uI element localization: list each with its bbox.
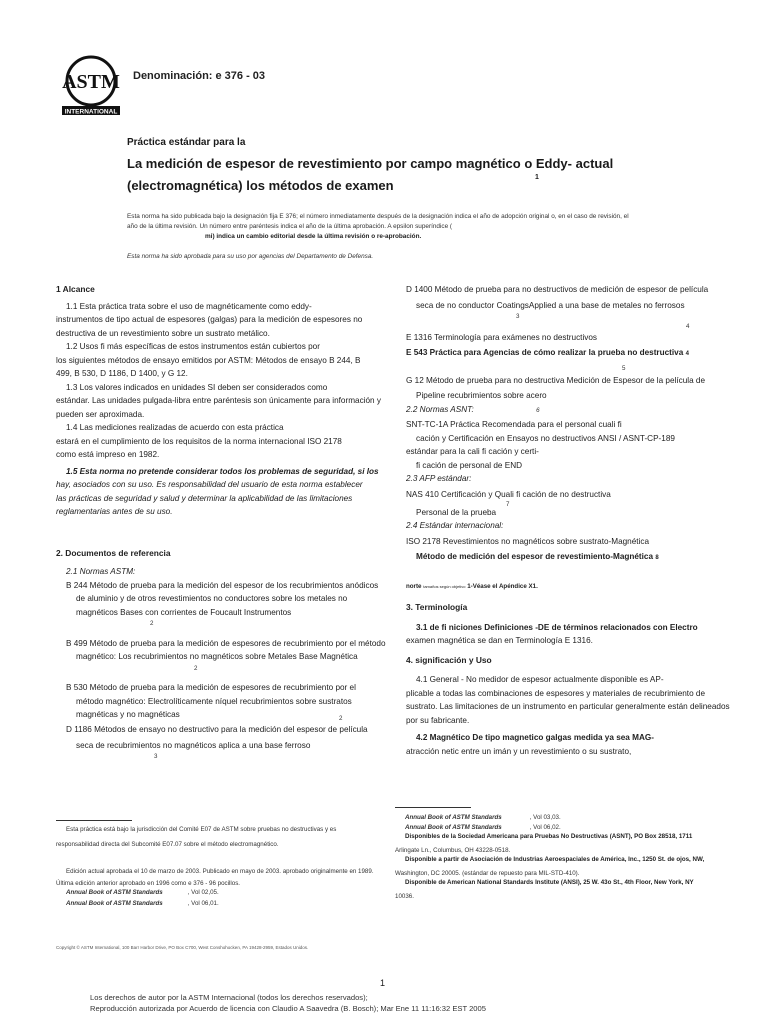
footnote-3 [56,899,390,909]
ref-d1186-sup: 3 [154,753,158,760]
footnote-1c: Edición actual aprobada el 10 de marzo de 2003. Publicado en mayo de 2003. aprobado originalmente en 1989. [66,868,374,875]
ref-nas-1: NAS 410 Certificación y Quali fi cación de no destructiva [406,489,611,499]
ref-d1400-sup: 3 [516,313,520,320]
ref-d1400-b: seca de no conductor CoatingsApplied a una base de metales no ferrosos [416,300,685,310]
ref-nas-2: Personal de la prueba [416,507,497,517]
section-2-1: 2.1 Normas ASTM: [66,567,136,576]
footnote-3-vol: , Vol 06,01. [187,899,219,907]
ref-iso-2-text: Método de medición del espesor de revestimiento-Magnética [416,552,654,561]
ref-b244-a: B 244 Método de prueba para la medición del espesor de los recubrimientos anódicos [66,580,379,590]
para-1-2a: 1.2 Usos fi más específicas de estos instrumentos están cubiertos por [66,342,320,351]
ref-b530-sup: 2 [339,714,343,722]
intro-line-3: mi) indica un cambio editorial desde la última revisión o re-aprobación. [205,233,422,240]
ref-iso-1: ISO 2178 Revestimientos no magnéticos sobre sustrato-Magnética [406,536,650,546]
ref-b244-b: de aluminio y de otros revestimientos no conductores sobre los metales no [76,594,348,603]
ref-b530-c: magnéticas y no magnéticas [76,710,180,719]
pretitle: Práctica estándar para la [127,137,246,148]
footer [90,992,486,1014]
section-4-1a: 4.1 General - No medidor de espesor actualmente disponible es AP- [416,675,664,684]
section-3-1a: 3.1 de fi niciones Definiciones -DE de términos relacionados con Electro [416,622,698,632]
right-column [406,283,742,758]
footnote-8b: 10036. [395,892,414,900]
intro-line-2: año de la última revisión. Un número entre paréntesis indica el año de la última aprobación. A epsilon superíndice ( [127,223,453,230]
ref-snt-4: fi cación de personal de END [416,460,523,470]
para-1-3b: estándar. Las unidades pulgada-libra entre paréntesis son únicamente para información y [56,396,381,405]
para-1-5d: reglamentarias antes de su uso. [56,507,173,516]
section-4-2b: atracción netic entre un imán y un revestimiento o su sustrato, [406,746,632,756]
footnote-1a: Esta práctica está bajo la jurisdicción del Comité E07 de ASTM sobre pruebas no destructivas y es [66,826,337,833]
ref-b499-b: magnético: Los recubrimientos no magnéticos sobre Metales Base Magnética [76,652,358,661]
footnote-6b: Arlingate Ln., Columbus, OH 43228-0518. [395,846,511,854]
section-3-1b: examen magnética se dan en Terminología E 1316. [406,636,593,645]
ref-d1400-a: D 1400 Método de prueba para no destructivos de medición de espesor de película [406,285,709,294]
para-1-4b: estará en el cumplimiento de los requisitos de la norma internacional ISO 2178 [56,436,342,446]
ref-e543-text: E 543 Práctica para Agencias de cómo realizar la prueba no destructiva [406,347,684,357]
section-4-1b: plicable a todas las combinaciones de espesores y materiales de recubrimiento de [406,688,706,698]
para-1-1b: instrumentos de tipo actual de espesores (galgas) para la medición de espesores no [56,315,363,324]
footnote-4-vol: , Vol 03,03. [529,814,561,821]
section-4-2a: 4.2 Magnético De tipo magnetico galgas medida ya sea MAG- [416,733,654,742]
footnote-2-title: Annual Book of ASTM Standards [66,889,163,896]
intro-block [127,212,717,242]
ref-e1316-sup: 4 [686,322,690,330]
title-line-1: La medición de espesor de revestimiento por campo magnético o Eddy- actual [127,156,614,171]
ref-e543 [406,346,742,362]
footnote-3-title: Annual Book of ASTM Standards [66,899,163,907]
section-2-3: 2.3 AFP estándar: [406,474,472,483]
designation: Denominación: e 376 - 03 [133,70,266,82]
para-1-5b: hay, asociados con su uso. Es responsabilidad del usuario de esta norma establecer [56,480,363,489]
footnotes-right [395,813,745,901]
footnote-rule-right [395,807,471,808]
footer-line-1: Los derechos de autor por la ASTM Internacional (todos los derechos reservados); [90,993,368,1002]
footnote-4 [395,813,745,823]
para-1-3c: pueden ser aproximada. [56,409,145,419]
footnote-1b: responsabilidad directa del Subcomité E07.07 sobre el método electromagnético. [56,840,279,848]
para-1-5c: las prácticas de seguridad y salud y determinar la aplicabilidad de las limitaciones [56,493,353,503]
footnote-5 [395,823,745,833]
footnote-rule-left [56,820,132,821]
logo-international: INTERNATIONAL [64,108,118,116]
para-1-1c: destructiva de un revestimiento sobre un sustrato metálico. [56,328,270,338]
ref-b530-b: método magnético: Electrolíticamente níquel recubrimientos sobre sustratos [76,696,352,706]
note-text: 1-Véase el Apéndice X1. [467,582,538,590]
para-1-2c: 499, B 530, D 1186, D 1400, y G 12. [56,369,188,378]
ref-d1186-a: D 1186 Métodos de ensayo no destructivo para la medición del espesor de película [66,725,368,734]
footnote-6a: Disponibles de la Sociedad Americana para Pruebas No Destructivas (ASNT), PO Box 28518, 1711 [405,833,693,840]
ref-b499-sup: 2 [194,664,198,672]
note-1 [406,582,742,592]
footnote-7b: Washington, DC 20005. (estándar de repuesto para MIL-STD-410). [395,869,580,877]
para-1-3a: 1.3 Los valores indicados en unidades SI deben ser considerados como [66,382,328,392]
page-number: 1 [380,978,386,988]
section-1-heading: 1 Alcance [56,284,95,294]
ref-e543-sup: 4 [685,350,689,357]
footnote-2-vol: , Vol 02,05. [187,889,219,896]
ref-b530-a: B 530 Método de prueba para la medición de espesores de recubrimiento por el [66,683,356,692]
footnote-4-title: Annual Book of ASTM Standards [405,814,502,821]
copyright: Copyright © ASTM International, 100 Barr Harbor Drive, PO Box C700, West Conshohocken, PA 19428-2959, Estados Unidos. [56,945,309,950]
section-2-2-text: 2.2 Normas ASNT: [406,404,474,414]
para-1-4c: como está impreso en 1982. [56,450,160,459]
section-3-heading: 3. Terminología [406,602,468,612]
para-1-2b: los siguientes métodos de ensayo emitidos por ASTM: Métodos de ensayo B 244, B [56,355,361,365]
defense-note: Esta norma ha sido aprobada para su uso por agencias del Departamento de Defensa. [127,253,374,260]
section-2-2-sup: 6 [536,406,540,414]
footnote-2 [56,888,390,898]
section-2-4: 2.4 Estándar internacional: [406,521,504,530]
footnote-1d: Última edición anterior aprobado en 1996 como e 376 - 96 pocillos. [56,879,241,887]
footnote-5-title: Annual Book of ASTM Standards [405,823,502,831]
ref-e1316: E 1316 Terminología para exámenes no destructivos [406,333,598,342]
ref-d1186-b: seca de recubrimientos no magnéticos aplica a una base ferroso [76,740,311,750]
ref-g12-sup: 5 [622,365,626,372]
section-4-1d: por su fabricante. [406,715,470,725]
ref-b244-sup: 2 [150,620,154,627]
ref-snt-2: cación y Certificación en Ensayos no destructivos ANSI / ASNT-CP-189 [416,433,675,443]
section-2-heading: 2. Documentos de referencia [56,547,171,558]
note-small: tamaños según objetivo [423,583,466,589]
ref-b499-a: B 499 Método de prueba para la medición de espesores de recubrimiento por el método [66,638,386,648]
ref-g12-b: Pipeline recubrimientos sobre acero [416,391,547,400]
footnote-5-vol: , Vol 06,02. [529,823,561,831]
section-4-1c: sustrato. Las limitaciones de un instrumento en particular generalmente están delineados [406,702,730,711]
ref-snt-1: SNT-TC-1A Práctica Recomendada para el personal cuali fi [406,420,622,429]
intro-line-1: Esta norma ha sido publicada bajo la designación fija E 376; el número inmediatamente después de la designación indica el año de adopción original o, en el caso de revisión, el [127,213,629,220]
para-1-1a: 1.1 Esta práctica trata sobre el uso de magnéticamente como eddy- [66,301,312,311]
title-line-2: (electromagnética) los métodos de examen [127,178,394,193]
ref-nas-sup: 7 [506,501,510,508]
title-superscript: 1 [535,174,539,181]
ref-g12-a: G 12 Método de prueba para no destructiva Medición de Espesor de la película de [406,375,706,385]
footnote-8a: Disponible de American National Standards Institute (ANSI), 25 W. 43o St., 4th Floor, New York, NY [405,879,694,886]
left-column [56,283,390,762]
logo-letters: ASTM [62,71,120,93]
section-4-heading: 4. significación y Uso [406,654,492,665]
ref-iso-2 [406,550,742,566]
section-2-2 [406,403,742,417]
footnotes-left [56,825,390,908]
para-1-5a: 1.5 Esta norma no pretende considerar todos los problemas de seguridad, si los [66,466,379,476]
para-1-4a: 1.4 Las mediciones realizadas de acuerdo con esta práctica [66,423,284,432]
ref-iso-sup: 8 [655,555,659,561]
astm-logo [58,52,124,118]
footer-line-2: Reproducción autorizada por Acuerdo de licencia con Claudio A Saavedra (B. Bosch); Mar Ene 11 11:16:32 EST 2005 [90,1004,486,1013]
note-label: norte [406,582,422,590]
ref-snt-3: estándar para la cali fi cación y certi- [406,447,539,456]
footnote-7a: Disponible a partir de Asociación de Industrias Aeroespaciales de América, Inc., 1250 St. de ojos, NW, [405,856,705,863]
ref-b244-c: magnéticos Bases con corrientes de Foucault Instrumentos [76,607,292,617]
